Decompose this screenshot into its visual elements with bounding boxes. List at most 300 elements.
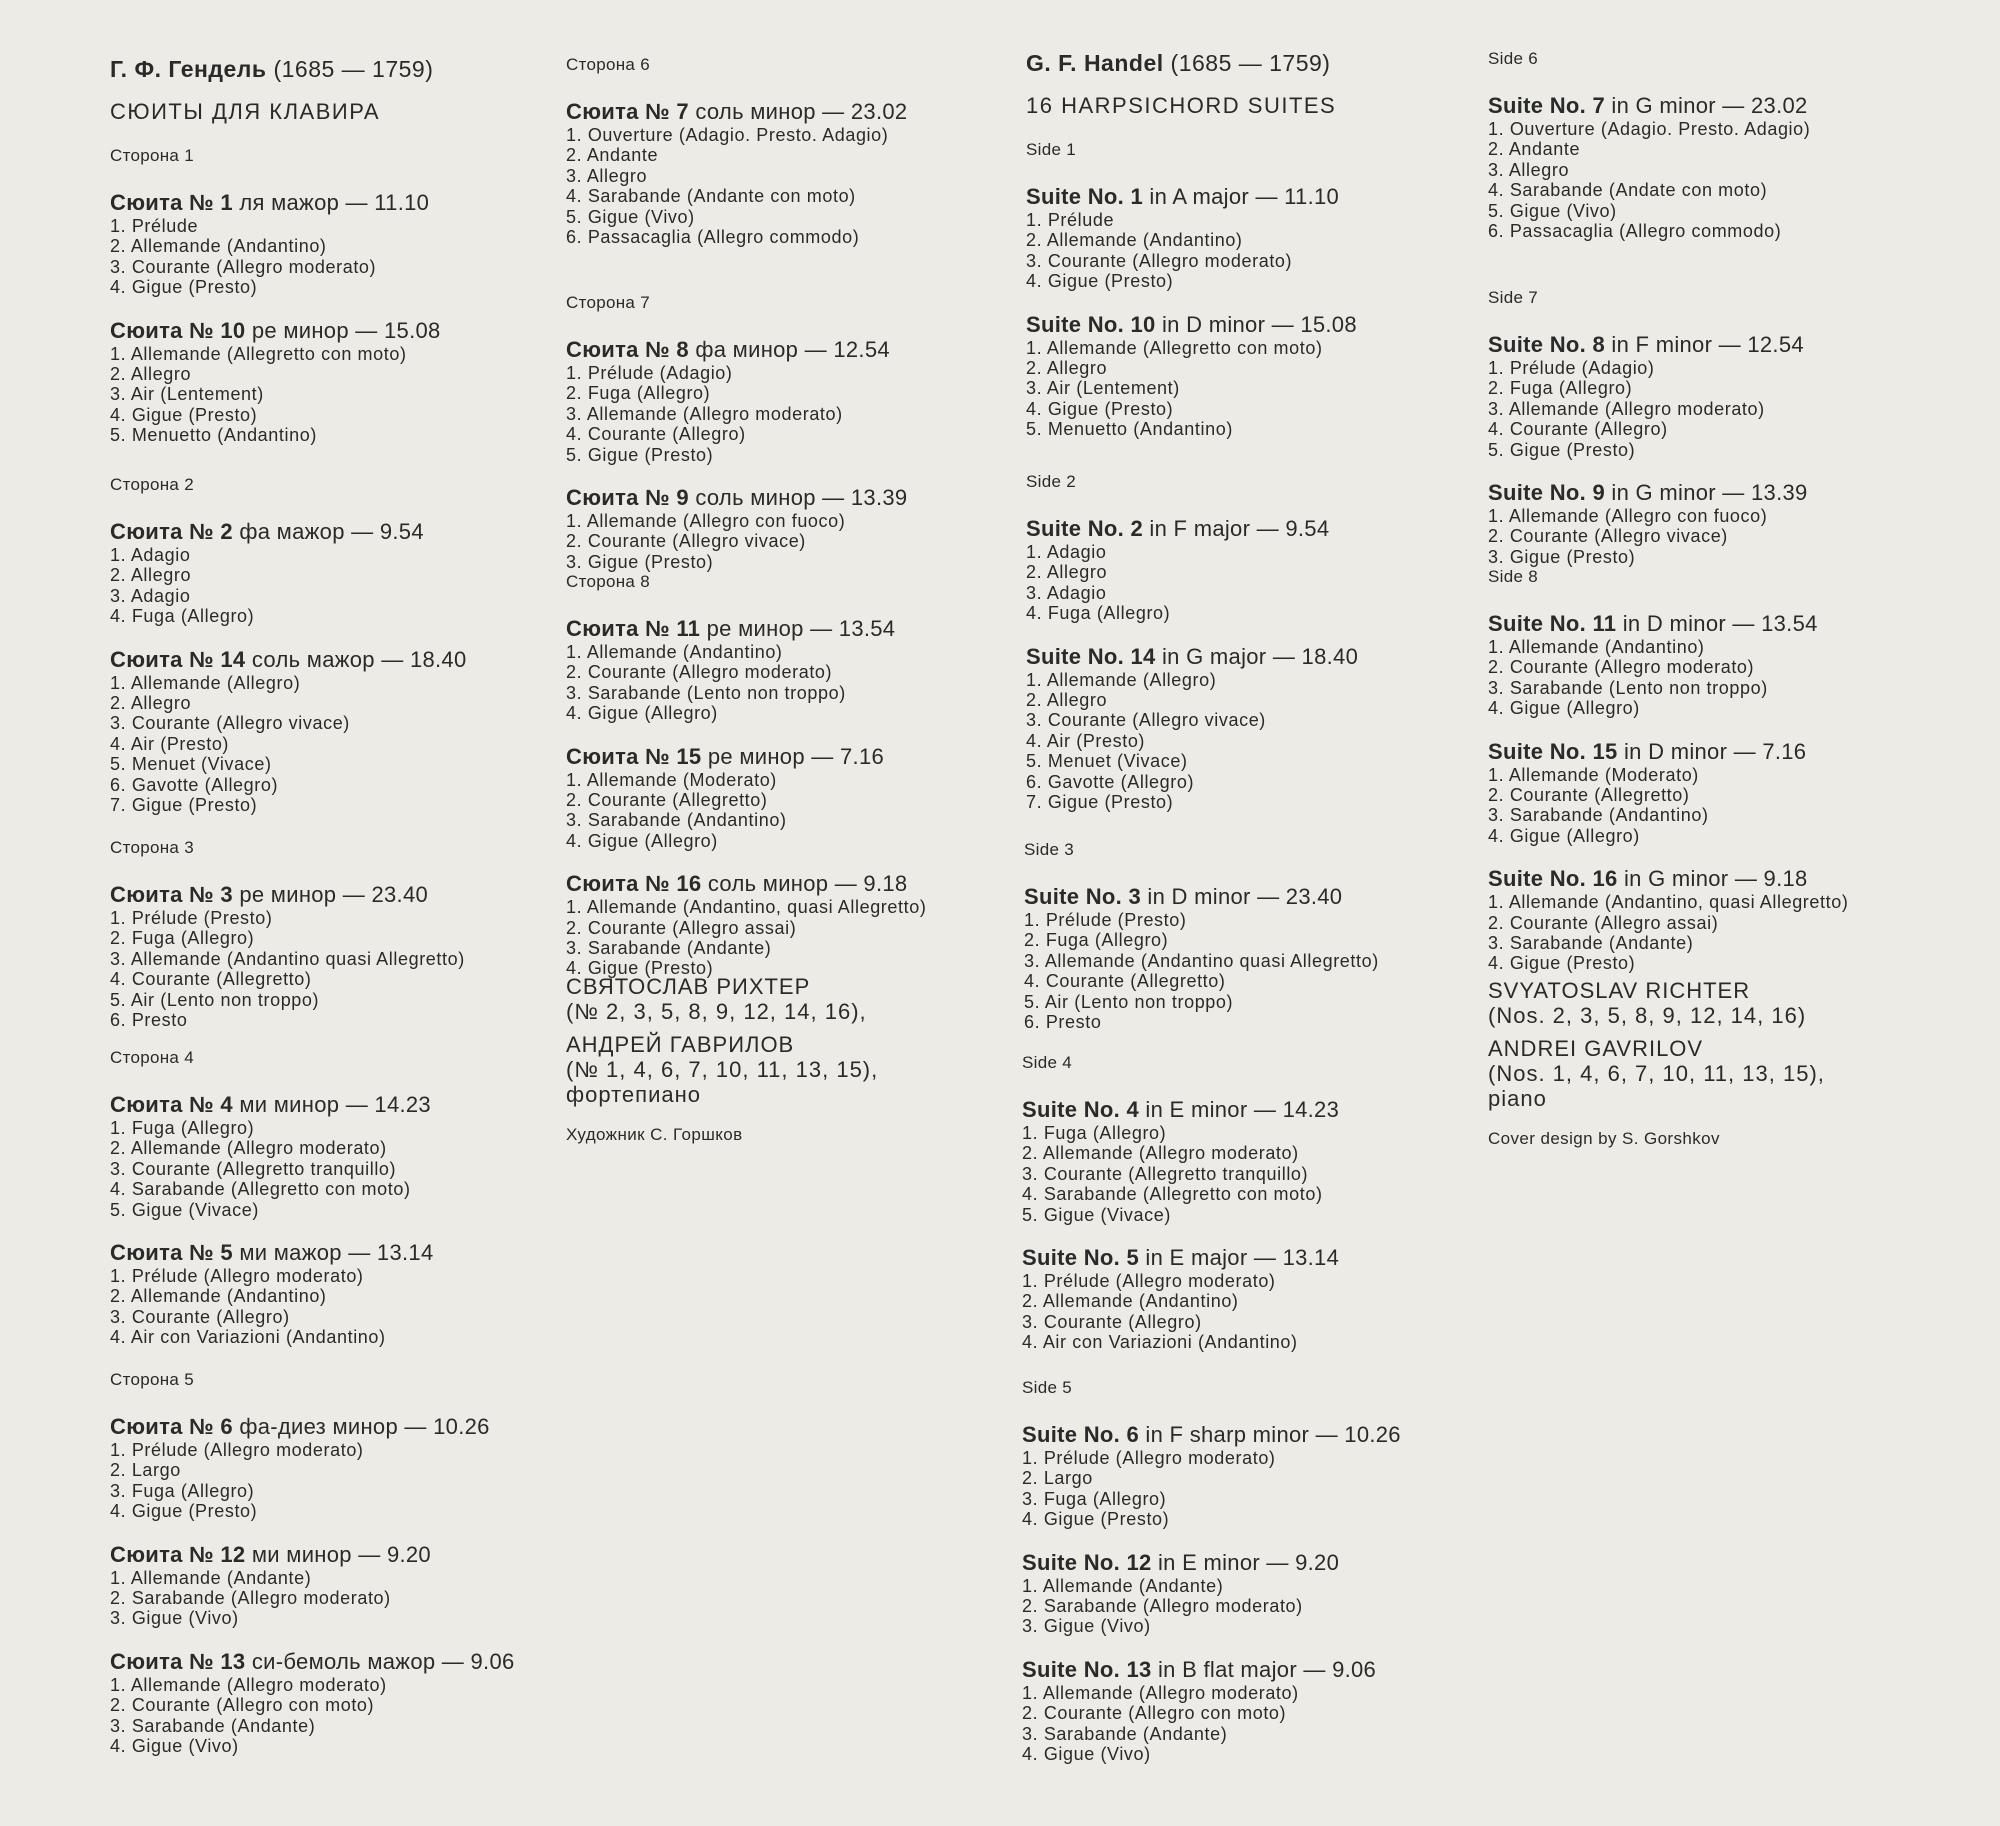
movement-item: 4. Gigue (Presto) (110, 404, 258, 425)
movement-item: 2. Courante (Allegro con moto) (110, 1695, 375, 1716)
movement-item: 2. Allemande (Andantino) (110, 1286, 327, 1307)
performer-suites: (Nos. 2, 3, 5, 8, 9, 12, 14, 16) (1488, 1003, 1807, 1028)
movement-item: 7. Gigue (Presto) (1026, 792, 1174, 813)
movement-item: 6. Passacaglia (Allegro commodo) (566, 227, 860, 248)
movement-item: 1. Fuga (Allegro) (1022, 1123, 1167, 1143)
performers-block-ru (566, 974, 878, 1145)
side-block (110, 838, 465, 1050)
side-block (110, 1048, 433, 1368)
movement-item: 5. Gigue (Presto) (1488, 439, 1636, 460)
side-block (1488, 288, 1808, 587)
movement-list (1488, 358, 1808, 460)
suite-key-duration: in F sharp minor — 10.26 (1145, 1422, 1401, 1447)
suite-title (110, 1542, 515, 1568)
side-label: Сторона 3 (110, 838, 194, 857)
suite-number: Suite No. 4 (1022, 1097, 1139, 1122)
movement-item: 2. Allegro (110, 565, 192, 586)
suite-number: Suite No. 8 (1488, 332, 1605, 357)
movement-item: 3. Sarabande (Andantino) (1488, 805, 1709, 826)
suite-entry (110, 647, 467, 816)
performers-block-en (1488, 978, 1825, 1149)
suite-entry (1488, 611, 1848, 719)
movement-item: 4. Gigue (Presto) (566, 958, 714, 979)
movement-item: 4. Sarabande (Allegretto con moto) (110, 1179, 411, 1200)
movement-item: 3. Courante (Allegro moderato) (1026, 250, 1293, 271)
suite-number: Suite No. 3 (1024, 884, 1141, 909)
performer-suites: (Nos. 1, 4, 6, 7, 10, 11, 13, 15), (1488, 1061, 1825, 1086)
movement-item: 3. Allemande (Allegro moderato) (566, 403, 843, 424)
movement-item: 5. Menuetto (Andantino) (1026, 419, 1233, 440)
movement-item: 2. Andante (566, 145, 659, 166)
suite-title (566, 616, 926, 642)
movement-item: 2. Sarabande (Allegro moderato) (1022, 1596, 1303, 1617)
suite-title (1488, 480, 1808, 506)
suite-title (1026, 516, 1358, 542)
movement-item: 4. Gigue (Presto) (1026, 398, 1174, 419)
suite-title (110, 1240, 433, 1266)
suite-key-duration: in B flat major — 9.06 (1157, 1656, 1377, 1682)
movement-item: 2. Fuga (Allegro) (110, 928, 255, 949)
suite-title (1022, 1657, 1401, 1683)
suite-entry (1022, 1245, 1339, 1353)
side-block (110, 146, 441, 466)
suite-title (1488, 611, 1848, 637)
movement-item: 2. Courante (Allegro con moto) (1022, 1703, 1287, 1724)
movement-item: 3. Allegro (566, 165, 648, 186)
suite-title (110, 318, 441, 344)
side-label: Сторона 4 (110, 1048, 194, 1067)
side-block (1026, 140, 1357, 460)
movement-item: 3. Sarabande (Lento non troppo) (1488, 677, 1768, 698)
suite-number: Сюита № 10 (110, 317, 246, 343)
suite-title (1488, 332, 1808, 358)
movement-item: 1. Allemande (Moderato) (566, 769, 777, 790)
movement-item: 2. Courante (Allegro moderato) (1488, 657, 1755, 678)
suite-key-duration: in A major — 11.10 (1149, 184, 1340, 209)
suite-key-duration: in G major — 18.40 (1161, 643, 1359, 669)
movement-item: 1. Allemande (Allegro) (110, 672, 301, 693)
movement-item: 3. Fuga (Allegro) (110, 1480, 255, 1501)
movement-item: 1. Adagio (110, 545, 191, 565)
movement-item: 1. Prélude (Presto) (110, 908, 273, 928)
movement-item: 1. Allemande (Allegretto con moto) (110, 343, 407, 364)
suite-key-duration: in G minor — 13.39 (1611, 480, 1808, 506)
movement-list (110, 1266, 433, 1348)
movement-item: 2. Courante (Allegretto) (1488, 785, 1690, 806)
suite-number: Сюита № 11 (566, 616, 701, 641)
movement-item: 5. Menuet (Vivace) (110, 754, 272, 775)
movement-list (1488, 892, 1848, 974)
movement-list (1488, 506, 1808, 567)
composer-header-ru (110, 56, 433, 125)
suite-entry (1022, 1657, 1401, 1765)
suite-entry (1026, 312, 1357, 440)
movement-list (566, 770, 926, 852)
movement-list (1022, 1448, 1401, 1530)
movement-item: 2. Courante (Allegretto) (566, 790, 768, 811)
movement-item: 3. Gigue (Vivo) (1022, 1616, 1151, 1637)
movement-item: 2. Allemande (Andantino) (1022, 1291, 1239, 1312)
movement-item: 1. Allemande (Andantino, quasi Allegretto) (1488, 892, 1849, 913)
movement-item: 5. Gigue (Vivo) (566, 206, 695, 227)
movement-item: 3. Sarabande (Andante) (110, 1715, 316, 1736)
side-block (1022, 1378, 1401, 1784)
suite-key-duration: ре минор — 15.08 (251, 317, 441, 343)
movement-item: 2. Allegro (1026, 358, 1108, 379)
movement-item: 3. Air (Lentement) (1026, 378, 1180, 399)
movement-list (566, 363, 907, 465)
suite-number: Suite No. 5 (1022, 1245, 1139, 1271)
movement-item: 4. Fuga (Allegro) (110, 606, 255, 627)
movement-item: 6. Passacaglia (Allegro commodo) (1488, 221, 1782, 242)
suite-number: Suite No. 2 (1026, 516, 1143, 541)
suite-entry (110, 190, 441, 298)
movement-item: 2. Largo (110, 1460, 181, 1481)
composer-years: (1685 — 1759) (273, 56, 434, 82)
movement-item: 4. Gigue (Presto) (1022, 1509, 1170, 1530)
movement-item: 3. Courante (Allegro) (1022, 1311, 1202, 1332)
side-block (1488, 567, 1848, 994)
movement-item: 3. Gigue (Vivo) (110, 1608, 239, 1629)
movement-item: 3. Courante (Allegretto tranquillo) (110, 1158, 397, 1179)
movement-list (110, 545, 467, 627)
suite-number: Suite No. 14 (1026, 643, 1156, 669)
movement-item: 2. Courante (Allegro vivace) (566, 531, 806, 552)
movement-item: 3. Adagio (110, 585, 191, 606)
movement-item: 4. Gigue (Allegro) (1488, 825, 1640, 846)
suite-entry (1026, 184, 1357, 292)
suite-key-duration: фа-диез минор — 10.26 (239, 1414, 490, 1439)
movement-item: 2. Allemande (Andantino) (110, 236, 327, 257)
movement-item: 3. Gigue (Presto) (566, 551, 714, 572)
movement-item: 1. Allemande (Allegro con fuoco) (1488, 506, 1768, 527)
movement-item: 1. Allemande (Allegro moderato) (1022, 1682, 1299, 1703)
suite-number: Сюита № 6 (110, 1414, 233, 1439)
movement-item: 5. Air (Lento non troppo) (1024, 991, 1234, 1012)
movement-item: 2. Courante (Allegro moderato) (566, 662, 833, 683)
movement-item: 4. Gigue (Presto) (110, 1501, 258, 1522)
movement-item: 1. Prélude (Allegro moderato) (110, 1440, 364, 1460)
performer-suites: (№ 2, 3, 5, 8, 9, 12, 14, 16), (566, 999, 867, 1024)
movement-item: 2. Fuga (Allegro) (1488, 378, 1633, 399)
movement-item: 1. Allemande (Allegretto con moto) (1026, 337, 1323, 358)
movement-item: 5. Gigue (Vivo) (1488, 200, 1617, 221)
side-block (110, 475, 467, 835)
suite-key-duration: соль минор — 23.02 (695, 99, 908, 124)
suite-number: Сюита № 4 (110, 1092, 233, 1117)
movement-item: 2. Allegro (110, 693, 192, 714)
movement-item: 3. Allemande (Allegro moderato) (1488, 398, 1765, 419)
suite-number: Suite No. 11 (1488, 611, 1617, 636)
side-block (1026, 472, 1358, 832)
side-label: Сторона 2 (110, 475, 194, 494)
movement-item: 4. Courante (Allegro) (1488, 419, 1668, 440)
suite-number: Suite No. 1 (1026, 184, 1143, 209)
movement-item: 5. Menuetto (Andantino) (110, 425, 317, 446)
movement-item: 3. Courante (Allegro vivace) (1026, 710, 1266, 731)
suite-entry (1488, 93, 1810, 241)
suite-number: Suite No. 16 (1488, 866, 1618, 892)
movement-item: 4. Air con Variazioni (Andantino) (110, 1327, 386, 1348)
suite-title (110, 519, 467, 545)
suite-title (1026, 184, 1357, 210)
suite-number: Сюита № 1 (110, 190, 233, 215)
movement-item: 4. Gigue (Vivo) (1022, 1744, 1151, 1765)
suite-number: Сюита № 7 (566, 99, 689, 124)
suite-title (566, 485, 907, 511)
suite-entry (1488, 739, 1848, 847)
suite-entry (566, 99, 907, 247)
suite-entry (566, 485, 907, 572)
suite-key-duration: ре минор — 13.54 (706, 616, 896, 641)
movement-item: 2. Allegro (110, 364, 192, 385)
movement-item: 4. Air con Variazioni (Andantino) (1022, 1332, 1298, 1353)
suite-entry (566, 871, 926, 979)
suite-key-duration: соль минор — 13.39 (695, 485, 908, 511)
suite-title (110, 1414, 515, 1440)
suite-title (110, 647, 467, 673)
movement-item: 2. Allemande (Andantino) (1026, 230, 1243, 251)
performer-name: ANDREI GAVRILOV (1488, 1036, 1704, 1061)
movement-item: 3. Allegro (1488, 159, 1570, 180)
movement-item: 1. Prélude (110, 216, 199, 236)
suite-entry (1488, 332, 1808, 460)
movement-item: 1. Ouverture (Adagio. Presto. Adagio) (1488, 119, 1811, 139)
performer-instrument: piano (1488, 1086, 1547, 1111)
suite-entry (566, 337, 907, 465)
side-label: Side 8 (1488, 567, 1539, 586)
suite-entry (1488, 866, 1848, 974)
side-block (566, 293, 907, 592)
suite-key-duration: фа мажор — 9.54 (239, 519, 424, 544)
side-block (1488, 49, 1810, 261)
side-label: Side 6 (1488, 49, 1539, 68)
movement-item: 4. Gigue (Allegro) (566, 703, 718, 724)
movement-item: 5. Menuet (Vivace) (1026, 751, 1188, 772)
movement-item: 3. Sarabande (Lento non troppo) (566, 682, 846, 703)
movement-list (1022, 1683, 1401, 1765)
movement-item: 2. Allegro (1026, 562, 1108, 583)
performer-suites: (№ 1, 4, 6, 7, 10, 11, 13, 15), (566, 1057, 879, 1082)
side-label: Side 5 (1022, 1378, 1073, 1397)
movement-item: 1. Prélude (1026, 210, 1115, 230)
side-block (1022, 1053, 1339, 1373)
movement-item: 1. Prélude (Allegro moderato) (1022, 1271, 1276, 1292)
movement-item: 3. Sarabande (Andante) (1022, 1723, 1228, 1744)
movement-list (110, 1440, 515, 1522)
suite-title (1022, 1097, 1339, 1123)
cover-credit: Художник С. Горшков (566, 1125, 743, 1144)
suite-entry (110, 1542, 515, 1629)
suite-key-duration: in E minor — 14.23 (1145, 1097, 1340, 1122)
suite-key-duration: ре минор — 23.40 (239, 882, 429, 907)
movement-item: 4. Gigue (Presto) (110, 277, 258, 298)
movement-item: 3. Courante (Allegretto tranquillo) (1022, 1163, 1309, 1184)
suite-number: Suite No. 6 (1022, 1422, 1139, 1447)
movement-item: 5. Gigue (Presto) (566, 444, 714, 465)
movement-item: 1. Allemande (Allegro) (1026, 669, 1217, 690)
movement-item: 3. Allemande (Andantino quasi Allegretto) (110, 948, 465, 969)
side-block (566, 572, 926, 999)
suite-title (1488, 866, 1848, 892)
suite-title (110, 1649, 515, 1675)
suite-title (1022, 1550, 1401, 1576)
movement-item: 1. Prélude (Allegro moderato) (1022, 1448, 1276, 1468)
suite-key-duration: фа минор — 12.54 (695, 337, 890, 362)
side-block (1024, 840, 1379, 1052)
suite-number: Сюита № 5 (110, 1240, 233, 1266)
movement-item: 2. Courante (Allegro vivace) (1488, 526, 1728, 547)
movement-item: 1. Allemande (Andante) (110, 1567, 312, 1588)
movement-item: 4. Gigue (Allegro) (566, 830, 718, 851)
suite-key-duration: in D minor — 13.54 (1622, 611, 1818, 636)
suite-number: Сюита № 12 (110, 1541, 246, 1567)
side-label: Side 7 (1488, 288, 1539, 307)
composer-header-en (1026, 50, 1336, 119)
movement-item: 2. Allemande (Allegro moderato) (110, 1138, 387, 1159)
suite-entry (1026, 516, 1358, 624)
movement-item: 4. Gigue (Presto) (1488, 953, 1636, 974)
suite-number: Suite No. 9 (1488, 480, 1605, 506)
movement-item: 3. Adagio (1026, 582, 1107, 603)
movement-item: 4. Fuga (Allegro) (1026, 603, 1171, 624)
movement-list (1488, 765, 1848, 847)
suite-title (566, 99, 907, 125)
suite-title (1026, 312, 1357, 338)
movement-item: 4. Sarabande (Andate con moto) (1488, 180, 1768, 201)
movement-item: 4. Sarabande (Andante con moto) (566, 186, 856, 207)
suite-key-duration: in D minor — 7.16 (1623, 738, 1807, 764)
composer-name: G. F. Handel (1026, 50, 1164, 76)
suite-key-duration: ля мажор — 11.10 (239, 190, 430, 215)
movement-item: 1. Fuga (Allegro) (110, 1118, 255, 1138)
movement-list (566, 897, 926, 979)
suite-title (1022, 1245, 1339, 1271)
movement-item: 3. Courante (Allegro) (110, 1306, 290, 1327)
suite-number: Сюита № 9 (566, 485, 689, 511)
suite-title (1488, 739, 1848, 765)
movement-item: 1. Prélude (Adagio) (1488, 358, 1655, 378)
movement-item: 1. Allemande (Andantino) (1488, 637, 1705, 657)
movement-item: 3. Courante (Allegro vivace) (110, 713, 350, 734)
suite-entry (1026, 644, 1358, 813)
suite-key-duration: in F minor — 12.54 (1611, 332, 1804, 357)
suite-number: Сюита № 13 (110, 1648, 246, 1674)
movement-item: 1. Allemande (Moderato) (1488, 764, 1699, 785)
movement-list (1488, 637, 1848, 719)
movement-item: 4. Air (Presto) (1026, 730, 1146, 751)
movement-item: 1. Prélude (Allegro moderato) (110, 1266, 364, 1287)
side-block (566, 55, 907, 267)
suite-entry (110, 882, 465, 1030)
side-label: Сторона 6 (566, 55, 650, 74)
suite-number: Сюита № 8 (566, 337, 689, 362)
movement-item: 6. Gavotte (Allegro) (1026, 771, 1195, 792)
suite-key-duration: соль мажор — 18.40 (251, 646, 467, 672)
movement-item: 3. Fuga (Allegro) (1022, 1488, 1167, 1509)
movement-list (1022, 1271, 1339, 1353)
movement-item: 2. Fuga (Allegro) (1024, 930, 1169, 951)
suite-number: Сюита № 15 (566, 743, 702, 769)
suite-title (1026, 644, 1358, 670)
side-label: Сторона 1 (110, 146, 194, 165)
suite-number: Suite No. 12 (1022, 1549, 1152, 1575)
suite-title (110, 1092, 433, 1118)
movement-item: 4. Gigue (Allegro) (1488, 698, 1640, 719)
movement-list (566, 511, 907, 572)
movement-list (1488, 119, 1810, 241)
side-label: Side 4 (1022, 1053, 1073, 1072)
suite-entry (566, 744, 926, 852)
suite-title (110, 882, 465, 908)
suite-entry (110, 1240, 433, 1348)
suite-number: Сюита № 2 (110, 519, 233, 544)
movement-item: 4. Gigue (Presto) (1026, 271, 1174, 292)
movement-item: 2. Courante (Allegro assai) (566, 917, 797, 938)
movement-item: 1. Adagio (1026, 542, 1107, 562)
movement-list (110, 1568, 515, 1629)
movement-item: 4. Courante (Allegro) (566, 424, 746, 445)
suite-key-duration: соль минор — 9.18 (707, 871, 908, 897)
movement-item: 2. Courante (Allegro assai) (1488, 912, 1719, 933)
performer-instrument: фортепиано (566, 1082, 701, 1107)
movement-item: 4. Air (Presto) (110, 733, 230, 754)
suite-key-duration: ре минор — 7.16 (707, 743, 885, 769)
movement-item: 7. Gigue (Presto) (110, 795, 258, 816)
suite-entry (110, 1649, 515, 1757)
side-label: Сторона 8 (566, 572, 650, 591)
movement-item: 5. Gigue (Vivace) (110, 1199, 259, 1220)
movement-list (110, 344, 441, 446)
composer-years: (1685 — 1759) (1170, 50, 1331, 76)
performer-name: SVYATOSLAV RICHTER (1488, 978, 1751, 1003)
movement-item: 6. Presto (1024, 1012, 1102, 1033)
suite-title (1488, 93, 1810, 119)
suite-entry (110, 519, 467, 627)
performer-name: АНДРЕЙ ГАВРИЛОВ (566, 1032, 795, 1057)
suite-number: Сюита № 14 (110, 646, 246, 672)
suite-entry (1024, 884, 1379, 1032)
movement-item: 1. Allemande (Andantino) (566, 642, 783, 662)
movement-item: 3. Air (Lentement) (110, 384, 264, 405)
cover-credit: Cover design by S. Gorshkov (1488, 1129, 1720, 1148)
movement-list (1026, 670, 1358, 813)
side-label: Сторона 5 (110, 1370, 194, 1389)
suite-title (1022, 1422, 1401, 1448)
suite-entry (1022, 1550, 1401, 1637)
movement-item: 1. Prélude (Presto) (1024, 910, 1187, 930)
side-label: Side 2 (1026, 472, 1077, 491)
suite-title (1024, 884, 1379, 910)
suite-key-duration: си-бемоль мажор — 9.06 (251, 1648, 515, 1674)
suite-key-duration: in E minor — 9.20 (1157, 1549, 1340, 1575)
suite-entry (566, 616, 926, 724)
movement-item: 4. Courante (Allegretto) (1024, 971, 1226, 992)
performer-name: СВЯТОСЛАВ РИХТЕР (566, 974, 811, 999)
movement-item: 3. Sarabande (Andante) (566, 938, 772, 959)
movement-item: 3. Allemande (Andantino quasi Allegretto) (1024, 950, 1379, 971)
suite-entry (110, 1414, 515, 1522)
suite-number: Сюита № 16 (566, 871, 702, 897)
suite-entry (1488, 480, 1808, 567)
movement-item: 2. Sarabande (Allegro moderato) (110, 1588, 391, 1609)
suite-key-duration: in E major — 13.14 (1145, 1245, 1340, 1271)
movement-list (110, 908, 465, 1030)
movement-list (1026, 338, 1357, 440)
movement-item: 2. Fuga (Allegro) (566, 383, 711, 404)
side-label: Side 1 (1026, 140, 1077, 159)
movement-list (110, 216, 441, 298)
